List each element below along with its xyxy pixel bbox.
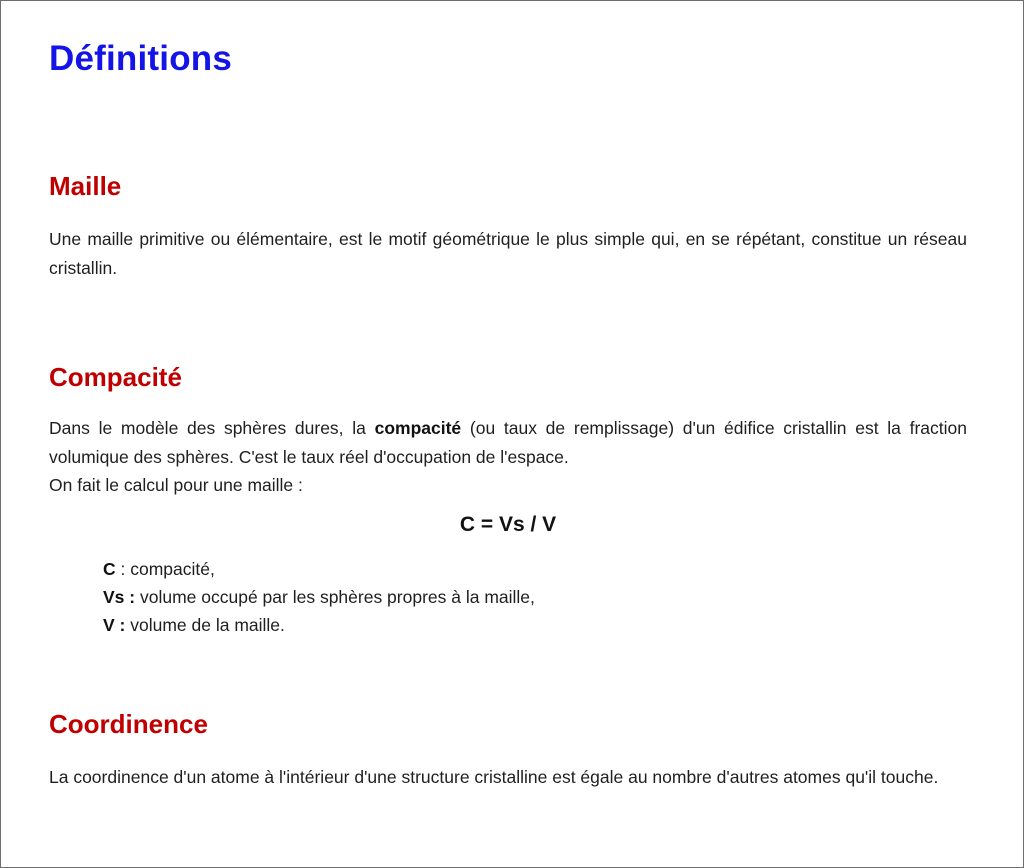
- compacite-text-before: Dans le modèle des sphères dures, la: [49, 418, 375, 438]
- formula-legend: [103, 555, 535, 639]
- legend-desc: volume occupé par les sphères propres à la maille,: [139, 587, 535, 607]
- section-title-compacite: Compacité: [49, 362, 182, 392]
- section-title-coordinence: Coordinence: [49, 709, 208, 739]
- compacite-paragraph: [49, 414, 967, 472]
- compacite-calcul-line: On fait le calcul pour une maille :: [49, 475, 303, 495]
- page-title: Définitions: [49, 39, 233, 78]
- section-title-maille: Maille: [49, 171, 122, 201]
- legend-item-vs: [103, 583, 535, 611]
- legend-item-v: [103, 611, 535, 639]
- maille-paragraph: Une maille primitive ou élémentaire, est le motif géométrique le plus simple qui, en se répétant, constitue un réseau cristallin.: [49, 229, 967, 278]
- legend-term: C: [103, 559, 116, 579]
- legend-desc: volume de la maille.: [130, 615, 285, 635]
- legend-item-c: [103, 555, 535, 583]
- legend-sep: :: [115, 559, 131, 579]
- legend-desc: compacité,: [130, 559, 215, 579]
- compacite-term: compacité: [374, 418, 462, 438]
- coordinence-paragraph: La coordinence d'un atome à l'intérieur d'une structure cristalline est égale au nombre d'autres atomes qu'il touche.: [49, 767, 939, 787]
- compacite-formula: C = Vs / V: [459, 513, 557, 536]
- legend-term: V :: [103, 615, 126, 635]
- compacite-text-after: (ou taux de remplissage) d'un édifice cristallin est la fraction volumique des sphères. C'est le taux réel d'occupation de l'espace.: [49, 418, 967, 467]
- legend-term: Vs :: [103, 587, 136, 607]
